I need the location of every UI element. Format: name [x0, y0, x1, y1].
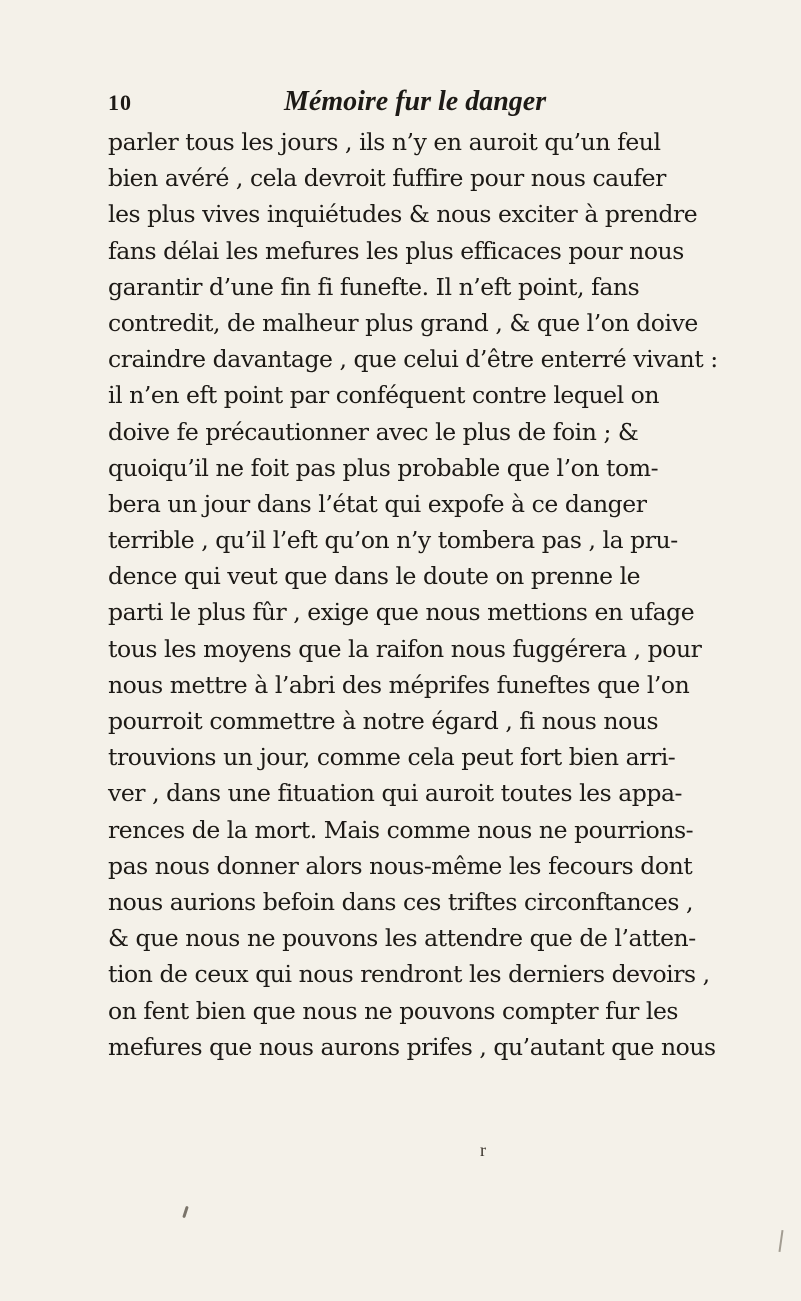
text-line: nous aurions befoin dans ces triftes circonftances , — [108, 887, 693, 916]
signature-mark: r — [480, 1140, 486, 1160]
text-line: tous les moyens que la raifon nous fuggérera , pour — [108, 634, 702, 663]
text-line: les plus vives inquiétudes & nous exciter à prendre — [108, 200, 698, 229]
text-line: ver , dans une fituation qui auroit toutes les appa- — [108, 779, 683, 808]
text-line: doive fe précautionner avec le plus de foin ; & — [108, 417, 639, 446]
text-line: parti le plus fûr , exige que nous mettions en ufage — [108, 598, 695, 627]
text-line: fans délai les mefures les plus efficaces pour nous — [108, 236, 684, 265]
text-line: & que nous ne pouvons les attendre que de l’atten- — [108, 924, 696, 953]
paper-speck — [182, 1206, 189, 1218]
page-header — [108, 86, 628, 122]
text-line: pourroit commettre à notre égard , fi nous nous — [108, 707, 659, 735]
text-line: bien avéré , cela devroit fuffire pour nous caufer — [108, 164, 666, 193]
text-line: garantir d’une fin fi funefte. Il n’eft point, fans — [108, 272, 640, 301]
text-line: parler tous les jours , ils n’y en auroit qu’un feul — [108, 128, 661, 156]
text-line: quoiqu’il ne foit pas plus probable que l’on tom- — [108, 453, 659, 482]
text-line: on fent bien que nous ne pouvons compter fur les — [108, 996, 679, 1025]
text-line: nous mettre à l’abri des méprifes funeftes que l’on — [108, 670, 690, 699]
text-line: dence qui veut que dans le doute on prenne le — [108, 562, 641, 591]
text-line: craindre davantage , que celui d’être enterré vivant : — [108, 345, 718, 374]
text-line: rences de la mort. Mais comme nous ne pourrions- — [108, 815, 694, 844]
text-line: terrible , qu’il l’eft qu’on n’y tombera pas , la pru- — [108, 526, 678, 555]
text-line: pas nous donner alors nous-même les fecours dont — [108, 851, 693, 880]
running-title: Mémoire fur le danger — [284, 86, 547, 117]
text-line: bera un jour dans l’état qui expofe à ce danger — [108, 489, 647, 518]
body-text — [108, 124, 718, 1065]
paper-speck — [778, 1230, 783, 1252]
text-line: trouvions un jour, comme cela peut fort bien arri- — [108, 743, 676, 772]
page-number: 10 — [108, 90, 132, 115]
text-line: il n’en eft point par conféquent contre lequel on — [108, 381, 660, 410]
text-line: tion de ceux qui nous rendront les derniers devoirs , — [108, 960, 710, 989]
text-line: mefures que nous aurons prifes , qu’autant que nous — [108, 1032, 716, 1061]
text-line: contredit, de malheur plus grand , & que l’on doive — [108, 308, 698, 337]
